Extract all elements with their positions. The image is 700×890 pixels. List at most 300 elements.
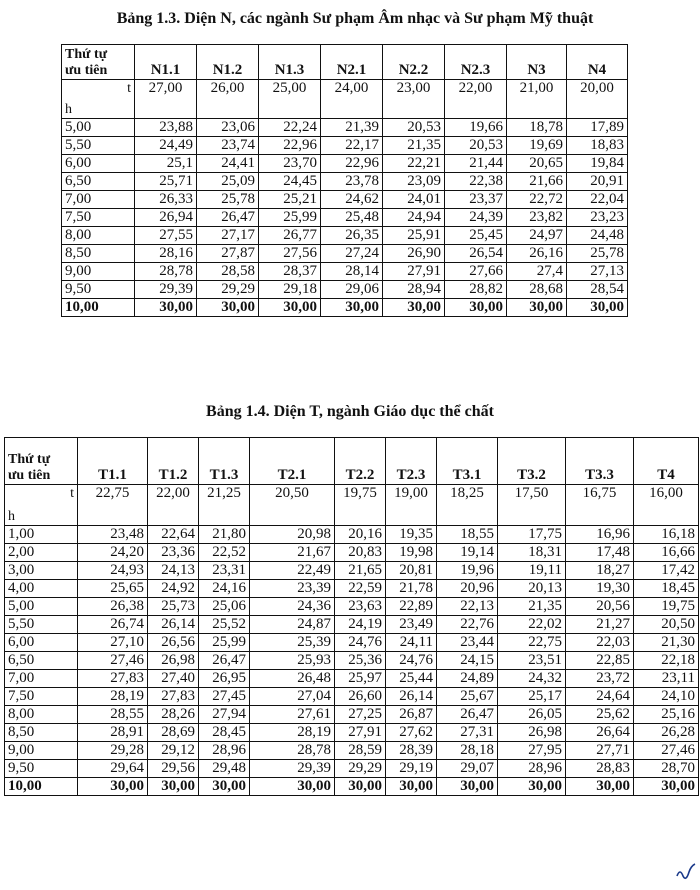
score-cell: 26,87: [386, 706, 437, 724]
score-cell: 27,24: [321, 245, 383, 263]
table-row: [62, 209, 628, 227]
score-cell: 25,91: [383, 227, 445, 245]
t-label: t: [127, 81, 131, 96]
score-cell: 30,00: [250, 778, 335, 796]
score-cell: 30,00: [566, 778, 634, 796]
score-cell: 22,52: [199, 544, 250, 562]
score-cell: 19,11: [498, 562, 566, 580]
score-cell: 26,47: [199, 652, 250, 670]
score-cell: 27,66: [445, 263, 507, 281]
score-cell: 24,16: [199, 580, 250, 598]
score-cell: 18,55: [437, 526, 498, 544]
t-value: 21,25: [199, 485, 250, 526]
priority-h-value: 3,00: [5, 562, 78, 580]
score-cell: 26,74: [78, 616, 148, 634]
score-cell: 20,53: [445, 137, 507, 155]
t-value: 19,75: [335, 485, 386, 526]
header-row: [62, 45, 628, 80]
score-cell: 27,4: [507, 263, 567, 281]
priority-h-value: 6,00: [62, 155, 135, 173]
priority-h-value: 6,50: [62, 173, 135, 191]
t-value: 24,00: [321, 80, 383, 119]
score-cell: 23,78: [321, 173, 383, 191]
score-cell: 28,16: [135, 245, 197, 263]
score-cell: 30,00: [498, 778, 566, 796]
table-row: [5, 526, 699, 544]
score-cell: 24,45: [259, 173, 321, 191]
score-cell: 30,00: [197, 299, 259, 317]
score-cell: 28,59: [335, 742, 386, 760]
score-cell: 23,51: [498, 652, 566, 670]
header-row: [5, 438, 699, 485]
score-cell: 22,24: [259, 119, 321, 137]
score-cell: 28,70: [634, 760, 699, 778]
score-cell: 19,69: [507, 137, 567, 155]
score-cell: 27,10: [78, 634, 148, 652]
score-cell: 24,13: [148, 562, 199, 580]
score-cell: 22,49: [250, 562, 335, 580]
score-cell: 24,11: [386, 634, 437, 652]
table-row: [5, 688, 699, 706]
priority-h-value: 8,00: [62, 227, 135, 245]
h-label: h: [65, 102, 72, 117]
score-cell: 24,92: [148, 580, 199, 598]
score-cell: 22,96: [259, 137, 321, 155]
score-cell: 26,16: [507, 245, 567, 263]
score-cell: 27,62: [386, 724, 437, 742]
score-cell: 23,63: [335, 598, 386, 616]
t-h-diagonal-cell: [62, 80, 135, 119]
score-cell: 17,89: [567, 119, 628, 137]
column-header: N1.1: [135, 45, 197, 80]
score-cell: 27,25: [335, 706, 386, 724]
score-cell: 25,17: [498, 688, 566, 706]
t-value: 23,00: [383, 80, 445, 119]
score-cell: 23,72: [566, 670, 634, 688]
score-cell: 23,23: [567, 209, 628, 227]
score-cell: 26,94: [135, 209, 197, 227]
score-cell: 24,10: [634, 688, 699, 706]
score-cell: 27,40: [148, 670, 199, 688]
score-cell: 27,91: [335, 724, 386, 742]
t-value: 27,00: [135, 80, 197, 119]
score-cell: 22,59: [335, 580, 386, 598]
score-cell: 30,00: [567, 299, 628, 317]
score-cell: 24,36: [250, 598, 335, 616]
score-cell: 27,56: [259, 245, 321, 263]
table-row: [5, 634, 699, 652]
column-header: N1.2: [197, 45, 259, 80]
t-value: 22,00: [445, 80, 507, 119]
score-cell: 28,78: [135, 263, 197, 281]
column-header: N2.3: [445, 45, 507, 80]
score-cell: 27,83: [148, 688, 199, 706]
score-cell: 24,01: [383, 191, 445, 209]
score-cell: 25,36: [335, 652, 386, 670]
score-cell: 18,27: [566, 562, 634, 580]
priority-h-value: 5,00: [62, 119, 135, 137]
score-cell: 21,39: [321, 119, 383, 137]
score-cell: 25,73: [148, 598, 199, 616]
score-cell: 27,17: [197, 227, 259, 245]
score-cell: 22,18: [634, 652, 699, 670]
score-cell: 23,11: [634, 670, 699, 688]
score-cell: 24,64: [566, 688, 634, 706]
score-cell: 20,96: [437, 580, 498, 598]
score-cell: 24,15: [437, 652, 498, 670]
score-cell: 22,96: [321, 155, 383, 173]
score-cell: 20,65: [507, 155, 567, 173]
score-cell: 27,04: [250, 688, 335, 706]
score-cell: 19,35: [386, 526, 437, 544]
column-header: T3.2: [498, 438, 566, 485]
table-1-3: [61, 44, 628, 317]
t-value: 18,25: [437, 485, 498, 526]
column-header: N2.1: [321, 45, 383, 80]
score-cell: 26,64: [566, 724, 634, 742]
score-cell: 27,61: [250, 706, 335, 724]
score-cell: 19,96: [437, 562, 498, 580]
table-row: [5, 544, 699, 562]
score-cell: 22,75: [498, 634, 566, 652]
score-cell: 28,69: [148, 724, 199, 742]
table-row: [5, 670, 699, 688]
score-cell: 30,00: [199, 778, 250, 796]
score-cell: 22,38: [445, 173, 507, 191]
priority-h-value: 10,00: [62, 299, 135, 317]
score-cell: 24,49: [135, 137, 197, 155]
score-cell: 22,89: [386, 598, 437, 616]
score-cell: 24,62: [321, 191, 383, 209]
score-cell: 30,00: [259, 299, 321, 317]
score-cell: 16,96: [566, 526, 634, 544]
score-cell: 25,06: [199, 598, 250, 616]
score-cell: 25,97: [335, 670, 386, 688]
score-cell: 20,98: [250, 526, 335, 544]
table-row: [5, 598, 699, 616]
corner-label-line: Thứ tự: [65, 47, 108, 62]
score-cell: 26,90: [383, 245, 445, 263]
score-cell: 28,26: [148, 706, 199, 724]
table-row: [62, 137, 628, 155]
column-header: T3.3: [566, 438, 634, 485]
table-row: [62, 299, 628, 317]
score-cell: 25,16: [634, 706, 699, 724]
score-cell: 28,91: [78, 724, 148, 742]
column-header: N3: [507, 45, 567, 80]
score-cell: 28,58: [197, 263, 259, 281]
score-cell: 24,19: [335, 616, 386, 634]
corner-label: [62, 45, 135, 80]
table-row: [5, 706, 699, 724]
score-cell: 30,00: [383, 299, 445, 317]
score-cell: 22,85: [566, 652, 634, 670]
table-1-3-title: Bảng 1.3. Diện N, các ngành Sư phạm Âm nhạc và Sư phạm Mỹ thuật: [116, 10, 594, 27]
table-row: [62, 173, 628, 191]
score-cell: 28,94: [383, 281, 445, 299]
score-cell: 26,47: [437, 706, 498, 724]
column-header: T1.3: [199, 438, 250, 485]
score-cell: 25,99: [259, 209, 321, 227]
table-row: [5, 760, 699, 778]
score-cell: 23,06: [197, 119, 259, 137]
score-cell: 26,47: [197, 209, 259, 227]
table-row: [5, 724, 699, 742]
score-cell: 22,21: [383, 155, 445, 173]
score-cell: 25,1: [135, 155, 197, 173]
score-cell: 22,64: [148, 526, 199, 544]
priority-h-value: 9,50: [5, 760, 78, 778]
column-header: T1.1: [78, 438, 148, 485]
score-cell: 21,78: [386, 580, 437, 598]
score-cell: 30,00: [437, 778, 498, 796]
score-cell: 23,37: [445, 191, 507, 209]
score-cell: 25,48: [321, 209, 383, 227]
score-cell: 22,03: [566, 634, 634, 652]
score-cell: 24,97: [507, 227, 567, 245]
priority-h-value: 8,50: [62, 245, 135, 263]
priority-h-value: 8,50: [5, 724, 78, 742]
score-cell: 21,80: [199, 526, 250, 544]
score-cell: 28,55: [78, 706, 148, 724]
score-cell: 25,45: [445, 227, 507, 245]
table-row: [62, 119, 628, 137]
score-cell: 27,55: [135, 227, 197, 245]
score-cell: 25,39: [250, 634, 335, 652]
table-row: [5, 652, 699, 670]
score-cell: 24,89: [437, 670, 498, 688]
score-cell: 20,16: [335, 526, 386, 544]
score-cell: 30,00: [78, 778, 148, 796]
t-value: 26,00: [197, 80, 259, 119]
score-cell: 27,71: [566, 742, 634, 760]
score-cell: 29,64: [78, 760, 148, 778]
score-cell: 26,28: [634, 724, 699, 742]
score-cell: 26,56: [148, 634, 199, 652]
handwritten-mark-icon: [675, 860, 697, 884]
score-cell: 26,35: [321, 227, 383, 245]
corner-label: [5, 438, 78, 485]
score-cell: 26,77: [259, 227, 321, 245]
score-cell: 24,39: [445, 209, 507, 227]
score-cell: 27,46: [78, 652, 148, 670]
score-cell: 30,00: [386, 778, 437, 796]
score-cell: 30,00: [148, 778, 199, 796]
score-cell: 19,75: [634, 598, 699, 616]
score-cell: 24,32: [498, 670, 566, 688]
score-cell: 22,76: [437, 616, 498, 634]
score-cell: 20,56: [566, 598, 634, 616]
score-cell: 27,94: [199, 706, 250, 724]
score-cell: 26,98: [498, 724, 566, 742]
priority-h-value: 9,00: [5, 742, 78, 760]
corner-label-line: ưu tiên: [65, 63, 108, 78]
score-cell: 30,00: [335, 778, 386, 796]
score-cell: 17,75: [498, 526, 566, 544]
score-cell: 28,19: [78, 688, 148, 706]
priority-h-value: 6,00: [5, 634, 78, 652]
table-row: [62, 245, 628, 263]
score-cell: 26,14: [148, 616, 199, 634]
score-cell: 20,91: [567, 173, 628, 191]
score-cell: 25,93: [250, 652, 335, 670]
score-cell: 29,06: [321, 281, 383, 299]
score-cell: 28,96: [199, 742, 250, 760]
score-cell: 18,45: [634, 580, 699, 598]
score-cell: 26,05: [498, 706, 566, 724]
h-label: h: [8, 509, 15, 524]
score-cell: 25,67: [437, 688, 498, 706]
t-h-diagonal-cell: [5, 485, 78, 526]
priority-h-value: 5,50: [5, 616, 78, 634]
score-cell: 23,39: [250, 580, 335, 598]
table-row: [5, 778, 699, 796]
score-cell: 17,42: [634, 562, 699, 580]
column-header: N1.3: [259, 45, 321, 80]
table-row: [5, 580, 699, 598]
priority-h-value: 10,00: [5, 778, 78, 796]
score-cell: 19,14: [437, 544, 498, 562]
column-header: T2.3: [386, 438, 437, 485]
score-cell: 25,21: [259, 191, 321, 209]
table-row: [62, 263, 628, 281]
score-cell: 21,67: [250, 544, 335, 562]
score-cell: 23,74: [197, 137, 259, 155]
score-cell: 30,00: [507, 299, 567, 317]
column-header: N4: [567, 45, 628, 80]
score-cell: 19,66: [445, 119, 507, 137]
score-cell: 28,19: [250, 724, 335, 742]
score-cell: 18,83: [567, 137, 628, 155]
score-cell: 29,48: [199, 760, 250, 778]
score-cell: 25,09: [197, 173, 259, 191]
score-cell: 26,95: [199, 670, 250, 688]
score-cell: 25,99: [199, 634, 250, 652]
score-cell: 18,78: [507, 119, 567, 137]
score-cell: 27,46: [634, 742, 699, 760]
score-cell: 27,45: [199, 688, 250, 706]
score-cell: 24,76: [335, 634, 386, 652]
t-value: 21,00: [507, 80, 567, 119]
score-cell: 18,31: [498, 544, 566, 562]
score-cell: 25,78: [567, 245, 628, 263]
t-label: t: [70, 486, 74, 501]
priority-h-value: 7,50: [5, 688, 78, 706]
score-cell: 22,04: [567, 191, 628, 209]
score-cell: 22,13: [437, 598, 498, 616]
score-cell: 24,87: [250, 616, 335, 634]
score-cell: 20,83: [335, 544, 386, 562]
score-cell: 19,98: [386, 544, 437, 562]
score-cell: 27,95: [498, 742, 566, 760]
score-cell: 29,39: [250, 760, 335, 778]
table-row: [5, 562, 699, 580]
score-cell: 22,72: [507, 191, 567, 209]
table-row: [62, 191, 628, 209]
table-1-4-title: Bảng 1.4. Diện T, ngành Giáo dục thể chất: [206, 403, 494, 420]
t-value: 22,75: [78, 485, 148, 526]
priority-h-value: 5,50: [62, 137, 135, 155]
score-cell: 21,66: [507, 173, 567, 191]
score-cell: 30,00: [321, 299, 383, 317]
column-header: T2.1: [250, 438, 335, 485]
score-cell: 28,37: [259, 263, 321, 281]
score-cell: 21,27: [566, 616, 634, 634]
score-cell: 23,44: [437, 634, 498, 652]
score-cell: 23,49: [386, 616, 437, 634]
score-cell: 25,78: [197, 191, 259, 209]
table-row: [62, 227, 628, 245]
t-value: 16,00: [634, 485, 699, 526]
table-1-4: [4, 437, 699, 796]
t-row: [5, 485, 699, 526]
score-cell: 25,62: [566, 706, 634, 724]
score-cell: 24,41: [197, 155, 259, 173]
corner-label-line: Thứ tự: [8, 452, 51, 467]
score-cell: 26,48: [250, 670, 335, 688]
score-cell: 29,56: [148, 760, 199, 778]
score-cell: 29,18: [259, 281, 321, 299]
score-cell: 22,17: [321, 137, 383, 155]
score-cell: 29,29: [197, 281, 259, 299]
score-cell: 28,54: [567, 281, 628, 299]
score-cell: 26,38: [78, 598, 148, 616]
priority-h-value: 8,00: [5, 706, 78, 724]
score-cell: 19,84: [567, 155, 628, 173]
table-row: [5, 616, 699, 634]
score-cell: 27,13: [567, 263, 628, 281]
score-cell: 26,98: [148, 652, 199, 670]
score-cell: 28,96: [498, 760, 566, 778]
score-cell: 21,65: [335, 562, 386, 580]
score-cell: 29,28: [78, 742, 148, 760]
table-row: [62, 281, 628, 299]
score-cell: 23,09: [383, 173, 445, 191]
score-cell: 27,83: [78, 670, 148, 688]
t-value: 19,00: [386, 485, 437, 526]
score-cell: 20,81: [386, 562, 437, 580]
score-cell: 25,65: [78, 580, 148, 598]
priority-h-value: 5,00: [5, 598, 78, 616]
score-cell: 27,31: [437, 724, 498, 742]
t-value: 22,00: [148, 485, 199, 526]
score-cell: 20,13: [498, 580, 566, 598]
score-cell: 28,14: [321, 263, 383, 281]
t-value: 20,50: [250, 485, 335, 526]
priority-h-value: 4,00: [5, 580, 78, 598]
priority-h-value: 6,50: [5, 652, 78, 670]
score-cell: 21,35: [383, 137, 445, 155]
score-cell: 28,83: [566, 760, 634, 778]
score-cell: 23,48: [78, 526, 148, 544]
priority-h-value: 9,50: [62, 281, 135, 299]
priority-h-value: 7,00: [62, 191, 135, 209]
score-cell: 24,20: [78, 544, 148, 562]
t-row: [62, 80, 628, 119]
column-header: T2.2: [335, 438, 386, 485]
score-cell: 24,94: [383, 209, 445, 227]
priority-h-value: 7,50: [62, 209, 135, 227]
score-cell: 26,60: [335, 688, 386, 706]
column-header: T4: [634, 438, 699, 485]
priority-h-value: 1,00: [5, 526, 78, 544]
score-cell: 24,48: [567, 227, 628, 245]
score-cell: 26,54: [445, 245, 507, 263]
score-cell: 25,71: [135, 173, 197, 191]
score-cell: 30,00: [445, 299, 507, 317]
score-cell: 28,68: [507, 281, 567, 299]
column-header: T3.1: [437, 438, 498, 485]
